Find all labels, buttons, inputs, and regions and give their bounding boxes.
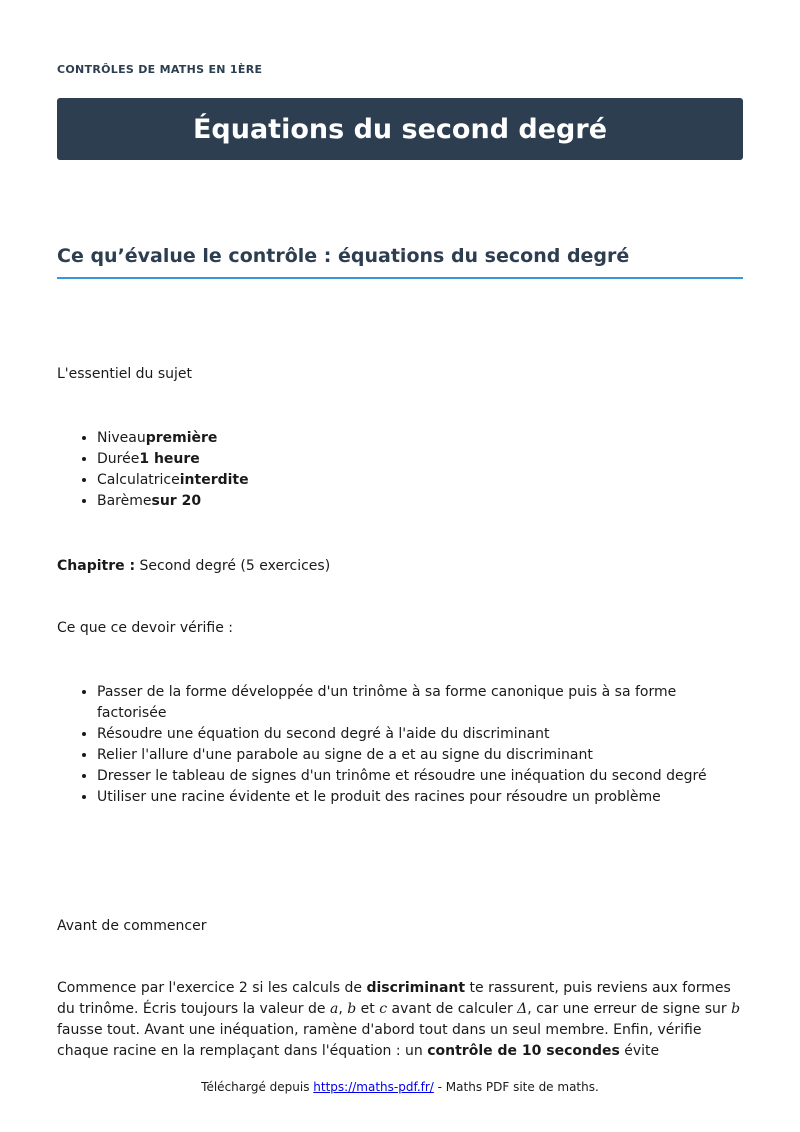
page-title: Équations du second degré (192, 113, 608, 145)
text-run: Commence par l'exercice 2 si les calculs de (57, 980, 367, 996)
bold-run: discriminant (366, 980, 466, 996)
footer-prefix: Téléchargé depuis (201, 1080, 314, 1094)
chapter-label: Chapitre : (57, 558, 136, 574)
item-label: Niveau (97, 430, 146, 446)
math-delta: Δ (517, 1001, 528, 1017)
item-label: Calculatrice (97, 472, 180, 488)
math-c: c (379, 1001, 388, 1017)
item-label: Durée (97, 451, 140, 467)
list-item (97, 428, 249, 449)
section-heading: Ce qu’évalue le contrôle : équations du second degré (57, 245, 743, 279)
essentials-heading: L'essentiel du sujet (57, 366, 193, 382)
footer-suffix: - Maths PDF site de maths. (433, 1080, 599, 1094)
title-banner (57, 98, 743, 160)
bold-run: contrôle de 10 secondes (427, 1043, 620, 1059)
math-b: b (347, 1001, 357, 1017)
list-item: • Résoudre une équation du second degré à l'aide du discriminant (97, 724, 743, 745)
text-run: , car une erreur de signe sur (527, 1001, 732, 1017)
checks-heading: Ce que ce devoir vérifie : (57, 620, 234, 636)
list-item: • Passer de la forme développée d'un trinôme à sa forme canonique puis à sa forme factorisée (97, 682, 743, 724)
advice-heading: Avant de commencer (57, 918, 207, 934)
item-value: sur 20 (151, 493, 202, 509)
item-value: première (145, 430, 218, 446)
list-item: • Relier l'allure d'une parabole au signe de a et au signe du discriminant (97, 745, 743, 766)
list-item (97, 449, 249, 470)
math-a: a (329, 1001, 339, 1017)
item-value: interdite (179, 472, 249, 488)
text-run: , (338, 1001, 348, 1017)
page-footer (0, 1080, 800, 1094)
item-label: Barème (97, 493, 152, 509)
chapter-value: Second degré (5 exercices) (135, 558, 331, 574)
text-run: te rassurent, puis reviens aux formes du trinôme. Écris toujours la valeur de (57, 980, 731, 1017)
list-item (97, 470, 249, 491)
text-run: avant de calculer (387, 1001, 518, 1017)
footer-link[interactable]: https://maths-pdf.fr/ (313, 1080, 434, 1094)
essentials-list (57, 428, 249, 512)
text-run: fausse tout. Avant une inéquation, ramène d'abord tout dans un seul membre. Enfin, vérifie chaque racine en la remplaçant dans l'équation : un (57, 1022, 702, 1059)
math-b: b (731, 1001, 741, 1017)
text-run: et (356, 1001, 380, 1017)
list-item (97, 491, 249, 512)
item-value: 1 heure (139, 451, 200, 467)
list-item: • Utiliser une racine évidente et le produit des racines pour résoudre un problème (97, 787, 743, 808)
list-item: • Dresser le tableau de signes d'un trinôme et résoudre une inéquation du second degré (97, 766, 743, 787)
advice-paragraph (57, 978, 743, 1062)
text-run: évite (619, 1043, 660, 1059)
chapter-line (57, 556, 330, 577)
eyebrow-label: CONTRÔLES DE MATHS EN 1ÈRE (57, 63, 263, 76)
checks-list (57, 682, 743, 808)
